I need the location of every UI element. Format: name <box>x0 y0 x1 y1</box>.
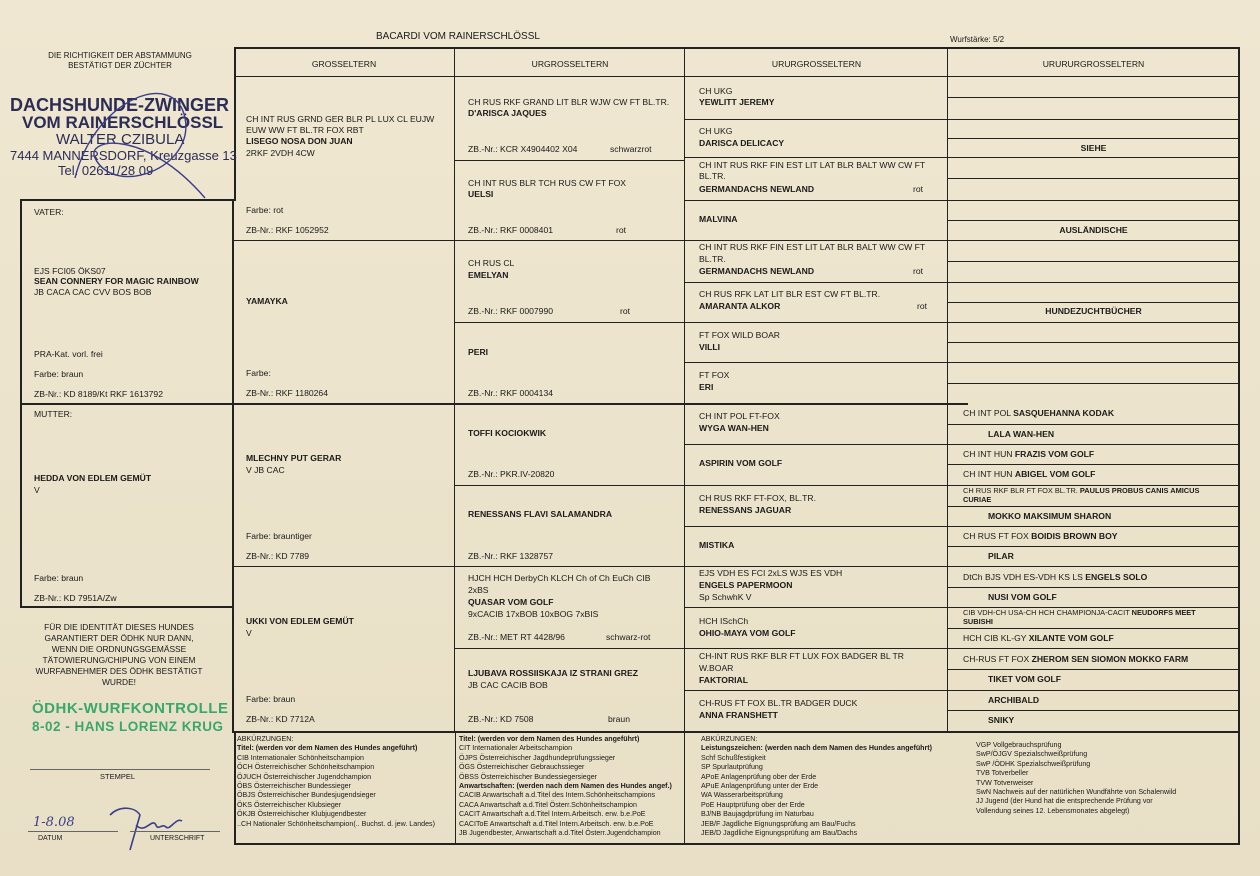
legend-line: ÖBJS Österreichischer Bundesjugendsieger <box>237 791 376 800</box>
u2-zb: ZB.-Nr.: RKF 0008401 <box>468 225 554 235</box>
g4-rating: V <box>246 628 252 638</box>
uuu-sep <box>948 157 1239 158</box>
uu-sep-4 <box>685 240 948 241</box>
mutter-name: HEDDA VON EDLEM GEMÜT <box>34 473 152 483</box>
u4-zb: ZB.-Nr.: RKF 0004134 <box>468 388 554 398</box>
uu-sep-11 <box>685 526 948 527</box>
uu7-titles: FT FOX WILD BOAR <box>699 330 781 340</box>
legend-line: TVW Totverweiser <box>976 778 1034 787</box>
signature-icon <box>100 795 190 860</box>
uuu-sep <box>948 200 1239 201</box>
uuu-sep <box>948 587 1239 588</box>
uuu-sep <box>948 220 1239 221</box>
legend-line: CACIB Anwartschaft a.d.Titel des Intern.Schönheitschampions <box>459 791 656 800</box>
vater-label: VATER: <box>34 207 64 217</box>
uu14-titles: HCH ISchCh <box>699 616 749 626</box>
uuu-sep <box>948 669 1239 670</box>
uu-sep-15 <box>685 690 948 691</box>
uuu5-name-2: CURIAE <box>963 495 992 504</box>
uu12-name: MISTIKA <box>699 540 735 550</box>
legend-line: CIT Internationaler Arbeitschampion <box>459 744 573 753</box>
uu13-awards: Sp SchwhK V <box>699 592 752 602</box>
uuu-sep <box>948 342 1239 343</box>
legend-col-1 <box>237 735 435 829</box>
u7-titles-2: 2xBS <box>468 585 489 595</box>
breeder-cert-2: BESTÄTIGT DER ZÜCHTER <box>68 61 172 70</box>
uuu-sep <box>948 138 1239 139</box>
u-sep-5 <box>455 485 685 486</box>
uu15-titles-1: CH-INT RUS RKF BLR FT LUX FOX BADGER BL TR <box>699 651 905 661</box>
vater-pra: PRA-Kat. vorl. frei <box>34 349 103 359</box>
uu8-titles: FT FOX <box>699 370 730 380</box>
g3-zb: ZB-Nr.: KD 7789 <box>246 551 310 561</box>
uu9-titles: CH INT POL FT-FOX <box>699 411 780 421</box>
uuu11-name: NEUDORFS MEET <box>1131 608 1196 617</box>
u1-name: D'ARISCA JAQUES <box>468 108 547 118</box>
uu-sep-12 <box>685 566 948 567</box>
unterschrift-line <box>130 831 220 832</box>
col-sep-1 <box>454 47 455 733</box>
legend-line: Vollendung seines 12. Lebensmonates abgelegt) <box>976 806 1130 815</box>
uuu13-prefix: CH-RUS FT FOX <box>963 654 1030 664</box>
header-divider <box>234 76 1240 77</box>
legend-line: CACIT Anwartschaft a.d.Titel Intern.Arbeitsch. erw. b.e.PoE <box>459 810 646 819</box>
uuu12-prefix: HCH CIB KL-GY <box>963 633 1027 643</box>
legend-line: ABKÜRZUNGEN: <box>701 735 758 743</box>
uuu9-name: ENGELS SOLO <box>1085 572 1148 582</box>
u6-name: RENESSANS FLAVI SALAMANDRA <box>468 509 613 519</box>
u-sep-3 <box>455 322 685 323</box>
breeder-signature-icon <box>55 58 225 208</box>
legend-line: Titel: (werden vor dem Namen des Hundes angeführt) <box>237 744 418 753</box>
datum-line <box>28 831 118 832</box>
uuu9-prefix: DtCh BJS VDH ES-VDH KS LS <box>963 572 1083 582</box>
legend-line: ABKÜRZUNGEN: <box>237 735 294 743</box>
u-sep-7 <box>455 648 685 649</box>
uuu-sep <box>948 526 1239 527</box>
u2-color: rot <box>616 225 627 235</box>
legend-col-3 <box>701 735 932 838</box>
uuu-sep <box>948 546 1239 547</box>
uu11-titles: CH RUS RKF FT-FOX, BL.TR. <box>699 493 816 503</box>
uuu-sep <box>948 119 1239 120</box>
legend-line: TVB Totverbeller <box>976 769 1029 778</box>
g2-farbe: Farbe: <box>246 368 271 378</box>
notice-line: TÄTOWIERUNG/CHIPUNG VON EINEM <box>42 655 196 665</box>
uu3-name: GERMANDACHS NEWLAND <box>699 184 815 194</box>
uuu7-name: BOIDIS BROWN BOY <box>1031 531 1118 541</box>
mutter-zb: ZB-Nr.: KD 7951A/Zw <box>34 593 117 603</box>
mutter-rating: V <box>34 485 40 495</box>
uuu-sep <box>948 690 1239 691</box>
stempel-line <box>30 769 210 770</box>
uuu7-prefix: CH RUS FT FOX <box>963 531 1029 541</box>
legend-line: CACIToE Anwartschaft a.d.Titel Intern.Arbeitsch. erw. b.e.PoE <box>459 819 654 828</box>
u8-color: braun <box>608 714 630 724</box>
uuu-sep <box>948 506 1239 507</box>
uu1-name: YEWLITT JEREMY <box>699 97 775 107</box>
uuu-sep <box>948 566 1239 567</box>
uuu16-name: SNIKY <box>988 715 1015 725</box>
g4-name: UKKI VON EDLEM GEMÜT <box>246 616 354 626</box>
table-border-right <box>1238 47 1240 845</box>
mutter-box-bottom <box>20 606 234 608</box>
u3-name: EMELYAN <box>468 270 509 280</box>
vater-zb: ZB-Nr.: KD 8189/Kt RKF 1613792 <box>34 389 163 399</box>
uuu6-name: MOKKO MAKSIMUM SHARON <box>988 511 1112 521</box>
uuu-sep <box>948 383 1239 384</box>
u8-titles: JB CAC CACIB BOB <box>468 680 548 690</box>
g2-name: YAMAYKA <box>246 296 288 306</box>
u8-name: LJUBAVA ROSSIISKAJA IZ STRANI GREZ <box>468 668 638 678</box>
vater-name: SEAN CONNERY FOR MAGIC RAINBOW <box>34 276 199 286</box>
uuu11-name-2: SUBISHI <box>963 617 993 626</box>
uu3-titles-2: BL.TR. <box>699 171 726 181</box>
uuu3-prefix: CH INT HUN <box>963 449 1013 459</box>
g4-farbe: Farbe: braun <box>246 694 296 704</box>
uu5-name: GERMANDACHS NEWLAND <box>699 266 815 276</box>
legend-line: SwP/ÖJGV Spezialschweißprüfung <box>976 750 1088 759</box>
uu-sep-3 <box>685 200 948 201</box>
unterschrift-label: UNTERSCHRIFT <box>150 835 205 842</box>
header-urururgrosseltern: URURURGROSSELTERN <box>1042 59 1145 69</box>
uu9-name: WYGA WAN-HEN <box>699 423 769 433</box>
uuu15-name: ARCHIBALD <box>988 695 1040 705</box>
legend-border-left <box>234 733 236 845</box>
u1-zb: ZB.-Nr.: KCR X4904402 X04 <box>468 144 578 154</box>
legend-border-bottom <box>234 843 1240 845</box>
g1-zb: ZB-Nr.: RKF 1052952 <box>246 225 329 235</box>
uuu10-name: NUSI VOM GOLF <box>988 592 1057 602</box>
legend-line: BJ/NB Baujagdprüfung im Naturbau <box>701 810 814 819</box>
uuu3-name: FRAZIS VOM GOLF <box>1014 449 1095 459</box>
uuu-sep <box>948 362 1239 363</box>
wurfkontrolle-stamp-1: ÖDHK-WURFKONTROLLE <box>32 700 229 717</box>
uu-sep-1 <box>685 119 948 120</box>
litter-size: Wurfstärke: 5/2 <box>950 35 1005 44</box>
datum-value: 1-8.08 <box>33 815 75 830</box>
u-sep-1 <box>455 160 685 161</box>
g1-titles-2: EUW WW FT BL.TR FOX RBT <box>246 125 364 135</box>
g2-zb: ZB-Nr.: RKF 1180264 <box>246 388 328 398</box>
legend-line: ÖCH Österreichischer Schönheitschampion <box>237 763 375 772</box>
uu6-titles: CH RUS RFK LAT LIT BLR EST CW FT BL.TR. <box>699 289 881 299</box>
uuu-sep <box>948 424 1239 425</box>
u5-zb: ZB.-Nr.: PKR.IV-20820 <box>468 469 555 479</box>
uuu-sep <box>948 648 1239 649</box>
vater-titles: EJS FCI05 ÖKS07 <box>34 266 106 276</box>
datum-label: DATUM <box>38 835 63 842</box>
u2-name: UELSI <box>468 189 494 199</box>
legend-line: Leistungszeichen: (werden nach dem Namen des Hundes angeführt) <box>701 744 932 753</box>
col-sep-2 <box>684 47 685 733</box>
legend-line: PoE Hauptprüfung ober der Erde <box>701 800 805 809</box>
parent-box-right <box>232 199 234 733</box>
legend-line: Anwartschaften: (werden nach dem Namen des Hundes angef.) <box>459 782 672 791</box>
header-grosseltern: GROSSELTERN <box>311 59 377 69</box>
uu6-color: rot <box>917 301 928 311</box>
uuu4-prefix: CH INT HUN <box>963 469 1013 479</box>
identity-notice <box>14 622 224 688</box>
header-ururgrosseltern: URURGROSSELTERN <box>771 59 862 69</box>
notice-line: WENN DIE ORDNUNGSGEMÄSSE <box>51 644 187 654</box>
uuu-sep <box>948 302 1239 303</box>
kennel-stamp-2: VOM RAINERSCHLÖSSL <box>22 113 224 132</box>
kennel-stamp-4: 7444 MANNERSDORF, Kreuzgasse 13 <box>10 148 237 163</box>
uu13-titles: EJS VDH ES FCI 2xLS WJS ES VDH <box>699 568 843 578</box>
g3-rating: V JB CAC <box>246 465 285 475</box>
legend-line: CACA Anwartschaft a.d.Titel Österr.Schönheitschampion <box>459 800 637 809</box>
u6-zb: ZB.-Nr.: RKF 1328757 <box>468 551 554 561</box>
kennel-stamp-1: DACHSHUNDE-ZWINGER <box>10 95 229 115</box>
notice-line: WURDE! <box>102 677 136 687</box>
vater-awards: JB CACA CAC CVV BOS BOB <box>34 287 152 297</box>
uu6-name: AMARANTA ALKOR <box>699 301 781 311</box>
uu2-titles: CH UKG <box>699 126 733 136</box>
uuu2-name: LALA WAN-HEN <box>988 429 1055 439</box>
stempel-label: STEMPEL <box>99 772 135 781</box>
legend-line: ÖBSS Österreichischer Bundessiegersieger <box>459 772 597 781</box>
uu-sep-6 <box>685 322 948 323</box>
uu3-titles-1: CH INT RUS RKF FIN EST LIT LAT BLR BALT WW CW FT <box>699 160 926 170</box>
legend-line: CIB Internationaler Schönheitschampion <box>237 753 364 762</box>
legend-line: ÖGS Österreichischer Gebrauchssieger <box>459 763 585 772</box>
g3-name: MLECHNY PUT GERAR <box>246 453 342 463</box>
legend-line: JJ Jugend (der Hund hat die entsprechende Prüfung vor <box>976 797 1153 806</box>
u4-name: PERI <box>468 347 489 357</box>
uuu11-prefix: CIB VDH-CH USA-CH HCH CHAMPIONJA-CACIT <box>963 608 1130 617</box>
uu13-name: ENGELS PAPERMOON <box>699 580 793 590</box>
mutter-farbe: Farbe: braun <box>34 573 84 583</box>
header-urgrosseltern: URGROSSELTERN <box>531 59 609 69</box>
legend-line: ÖBS Österreichischer Bundessieger <box>237 782 351 791</box>
notice-line: GARANTIERT DER ÖDHK NUR DANN, <box>44 633 194 643</box>
table-border-left-top <box>234 47 236 200</box>
uuu-sep <box>948 628 1239 629</box>
u2-titles: CH INT RUS BLR TCH RUS CW FT FOX <box>468 178 627 188</box>
legend-line: Schf Schußfestigkeit <box>701 753 766 762</box>
u1-color: schwarzrot <box>610 144 652 154</box>
siehe-note: SIEHE <box>1080 143 1107 153</box>
uu14-name: OHIO-MAYA VOM GOLF <box>699 628 796 638</box>
uu5-color: rot <box>913 266 924 276</box>
mid-divider <box>20 403 968 405</box>
kennel-stamp-5: Tel. 02611/28 09 <box>58 163 154 178</box>
g1-name: LISEGO NOSA DON JUAN <box>246 136 353 146</box>
legend-line: ÖJPS Österreichischer Jagdhundeprüfungssieger <box>459 753 616 762</box>
u7-color: schwarz-rot <box>606 632 651 642</box>
uuu4-name: ABIGEL VOM GOLF <box>1014 469 1096 479</box>
g3-farbe: Farbe: brauntiger <box>246 531 312 541</box>
uu-sep-9 <box>685 444 948 445</box>
uu8-name: ERI <box>699 382 714 392</box>
notice-line: WURFABNEHMER DES ÖDHK BESTÄTIGT <box>35 666 203 676</box>
kennel-stamp-3: WALTER CZIBULA <box>56 131 185 148</box>
vater-farbe: Farbe: braun <box>34 369 84 379</box>
breeder-cert-1: DIE RICHTIGKEIT DER ABSTAMMUNG <box>48 51 192 60</box>
uuu-sep <box>948 322 1239 323</box>
wurfkontrolle-stamp-2: 8-02 - HANS LORENZ KRUG <box>32 719 224 734</box>
legend-line: ÖJUCH Österreichischer Jugendchampion <box>237 772 372 781</box>
table-border-top <box>234 47 1240 49</box>
legend-line: SP Spurlautprüfung <box>701 763 763 772</box>
dog-title: BACARDI VOM RAINERSCHLÖSSL <box>376 31 540 42</box>
table-border-bottom <box>234 731 1240 733</box>
g1-farbe: Farbe: rot <box>246 205 284 215</box>
uuu-sep <box>948 261 1239 262</box>
u5-name: TOFFI KOCIOKWIK <box>468 428 547 438</box>
legend-line: ÖKS Österreichischer Klubsieger <box>237 800 342 809</box>
u-sep-2 <box>455 240 685 241</box>
auslaendische-note: AUSLÄNDISCHE <box>1059 225 1128 235</box>
legend-sep-2 <box>684 733 685 845</box>
uuu13-name: ZHEROM SEN SIOMON MOKKO FARM <box>1031 654 1189 664</box>
u7-zb: ZB.-Nr.: MET RT 4428/96 <box>468 632 565 642</box>
legend-line: APuE Anlagenprüfung unter der Erde <box>701 782 819 791</box>
mutter-label: MUTTER: <box>34 409 73 419</box>
uu15-titles-2: W.BOAR <box>699 663 734 673</box>
uu5-titles-2: BL.TR. <box>699 254 726 264</box>
legend-line: ..CH Nationaler Schönheitschampion(.. Buchst. d. jew. Landes) <box>237 819 435 828</box>
uuu-sep <box>948 444 1239 445</box>
uu10-name: ASPIRIN VOM GOLF <box>699 458 783 468</box>
hundezuchtbuecher-note: HUNDEZUCHTBÜCHER <box>1045 306 1142 316</box>
uuu-sep <box>948 240 1239 241</box>
uu-sep-14 <box>685 648 948 649</box>
uu-sep-5 <box>685 282 948 283</box>
uuu8-name: PILAR <box>988 551 1014 561</box>
g-sep-1 <box>234 240 455 241</box>
uuu-sep <box>948 178 1239 179</box>
u1-titles: CH RUS RKF GRAND LIT BLR WJW CW FT BL.TR. <box>468 97 670 107</box>
legend-line: APoE Anlagenprüfung ober der Erde <box>701 772 817 781</box>
uuu14-name: TIKET VOM GOLF <box>988 674 1062 684</box>
legend-line: Titel: (werden vor dem Namen des Hundes angeführt) <box>459 735 640 743</box>
g1-titles-1: CH INT RUS GRND GER BLR PL LUX CL EUJW <box>246 114 435 124</box>
legend-col-4 <box>976 741 1176 816</box>
uu7-name: VILLI <box>699 342 721 352</box>
uu4-name: MALVINA <box>699 214 738 224</box>
legend-line: SwP /ÖDHK Spezialschweißprüfung <box>976 759 1091 768</box>
legend-col-2 <box>459 735 672 838</box>
u7-name: QUASAR VOM GOLF <box>468 597 554 607</box>
uuu-sep <box>948 97 1239 98</box>
uuu1-prefix: CH INT POL <box>963 408 1011 418</box>
legend-line: WA Wasserarbeitsprüfung <box>701 791 783 800</box>
legend-line: VGP Vollgebrauchsprüfung <box>976 741 1062 749</box>
uu-sep-2 <box>685 157 948 158</box>
uu-sep-10 <box>685 485 948 486</box>
u7-titles-1: HJCH HCH DerbyCh KLCH Ch of Ch EuCh CIB <box>468 573 651 583</box>
g4-zb: ZB-Nr.: KD 7712A <box>246 714 315 724</box>
legend-line: JEB/F Jagdliche Eignungsprüfung am Bau/Fuchs <box>701 819 856 828</box>
u3-titles: CH RUS CL <box>468 258 515 268</box>
legend-line: JEB/D Jagdliche Eignungsprüfung am Bau/Dachs <box>701 829 858 838</box>
uuu-sep <box>948 710 1239 711</box>
uu2-name: DARISCA DELICACY <box>699 138 785 148</box>
g-sep-3 <box>234 566 455 567</box>
legend-line: ÖKJB Österreichischer Klubjugendbester <box>237 810 367 819</box>
uuu5-name: PAULUS PROBUS CANIS AMICUS <box>1079 486 1200 495</box>
u3-zb: ZB.-Nr.: RKF 0007990 <box>468 306 554 316</box>
uuu12-name: XILANTE VOM GOLF <box>1028 633 1114 643</box>
uu16-name: ANNA FRANSHETT <box>699 710 778 720</box>
u7-titles-3: 9xCACIB 17xBOB 10xBOG 7xBIS <box>468 609 599 619</box>
legend-line: JB Jugendbester, Anwartschaft a.d.Titel Österr.Jugendchampion <box>459 829 661 838</box>
uu15-name: FAKTORIAL <box>699 675 749 685</box>
legend-sep-1 <box>455 733 456 845</box>
uuu-sep <box>948 282 1239 283</box>
uu5-titles-1: CH INT RUS RKF FIN EST LIT LAT BLR BALT WW CW FT <box>699 242 926 252</box>
uu11-name: RENESSANS JAGUAR <box>699 505 792 515</box>
uu3-color: rot <box>913 184 924 194</box>
u3-color: rot <box>620 306 631 316</box>
uuu5-prefix: CH RUS RKF BLR FT FOX BL.TR. <box>963 486 1078 495</box>
g1-titles-3: 2RKF 2VDH 4CW <box>246 148 315 158</box>
uuu-sep <box>948 464 1239 465</box>
u8-zb: ZB.-Nr.: KD 7508 <box>468 714 534 724</box>
notice-line: FÜR DIE IDENTITÄT DIESES HUNDES <box>44 622 194 632</box>
legend-line: SwN Nachweis auf der natürlichen Wundfährte von Schalenwild <box>976 788 1177 797</box>
uu16-titles: CH-RUS FT FOX BL.TR BADGER DUCK <box>699 698 858 708</box>
uu1-titles: CH UKG <box>699 86 733 96</box>
uuu1-name: SASQUEHANNA KODAK <box>1013 408 1115 418</box>
u-sep-6 <box>455 566 685 567</box>
uu-sep-13 <box>685 607 948 608</box>
uu-sep-7 <box>685 362 948 363</box>
